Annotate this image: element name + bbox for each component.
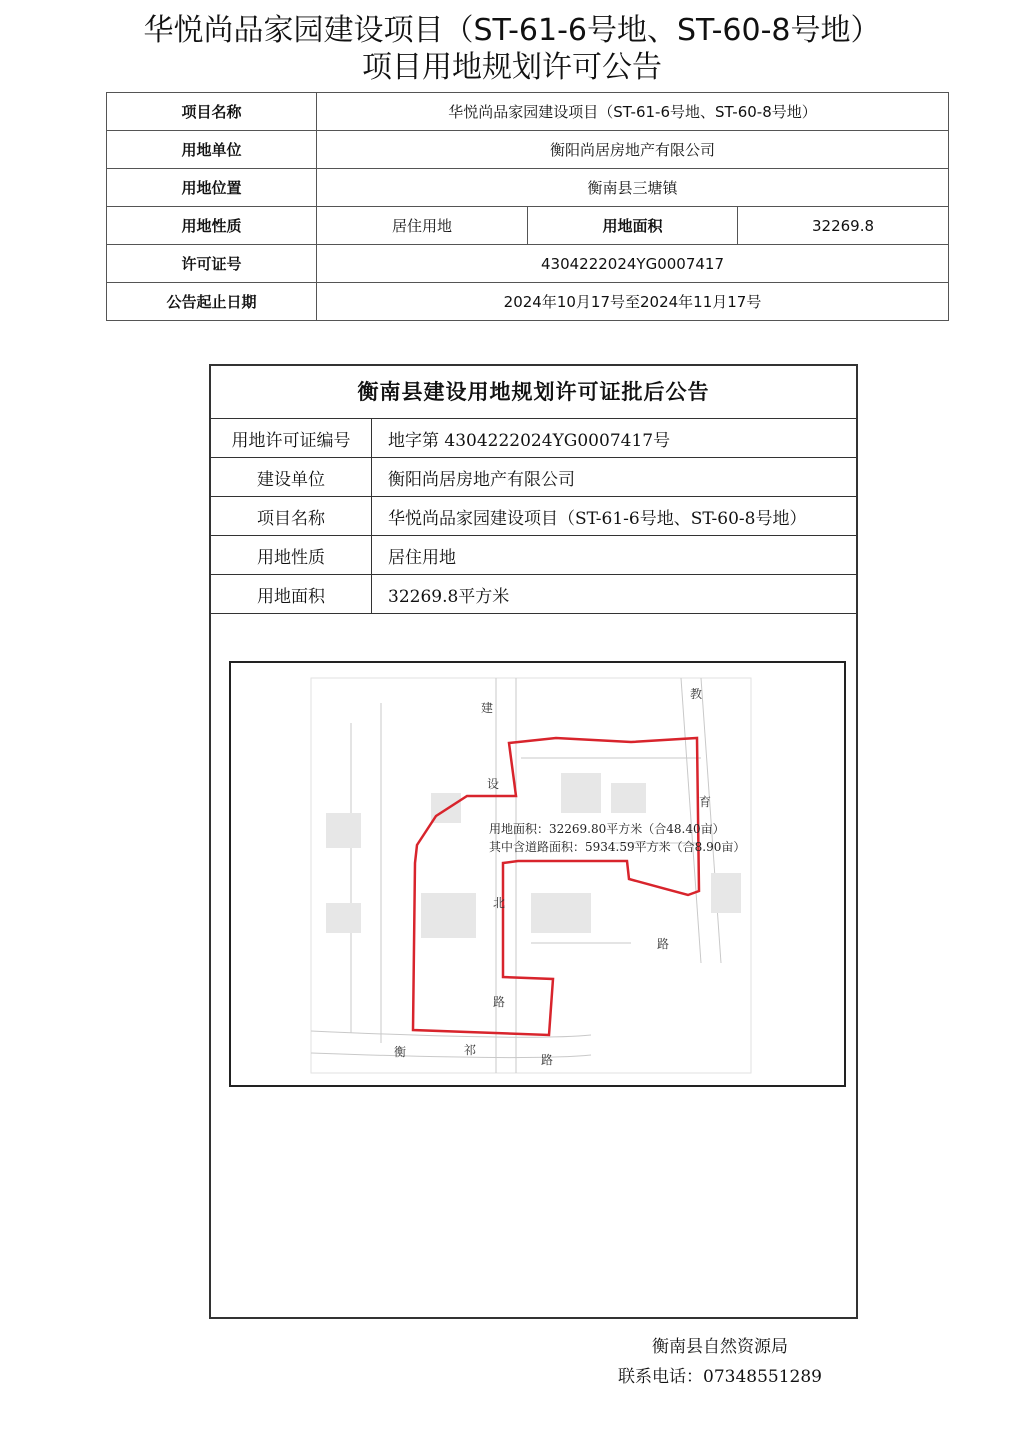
table-row bbox=[107, 283, 949, 321]
project-name-label: 项目名称 bbox=[107, 93, 317, 131]
notice-panel bbox=[209, 364, 858, 1319]
location-label: 用地位置 bbox=[107, 169, 317, 207]
notice-key: 用地面积 bbox=[211, 575, 372, 614]
area-value: 32269.8 bbox=[738, 207, 949, 245]
notice-key: 项目名称 bbox=[211, 497, 372, 536]
nature-value: 居住用地 bbox=[317, 207, 528, 245]
table-row bbox=[211, 497, 856, 536]
notice-key: 用地性质 bbox=[211, 536, 372, 575]
road-label: 北 bbox=[493, 896, 506, 910]
road-label: 路 bbox=[541, 1053, 554, 1067]
road-label: 建 bbox=[481, 701, 494, 715]
road-label: 祁 bbox=[464, 1043, 477, 1057]
table-row bbox=[211, 575, 856, 614]
notice-key: 建设单位 bbox=[211, 458, 372, 497]
road-label: 路 bbox=[657, 937, 670, 951]
table-row bbox=[211, 458, 856, 497]
site-map-drawing bbox=[231, 663, 844, 1085]
road-label: 衡 bbox=[394, 1045, 407, 1059]
period-value: 2024年10月17号至2024年11月17号 bbox=[317, 283, 949, 321]
table-row bbox=[107, 207, 949, 245]
notice-value: 华悦尚品家园建设项目（ST-61-6号地、ST-60-8号地） bbox=[372, 497, 857, 536]
site-boundary bbox=[413, 738, 699, 1035]
permit-value: 4304222024YG0007417 bbox=[317, 245, 949, 283]
period-label: 公告起止日期 bbox=[107, 283, 317, 321]
road-label: 设 bbox=[487, 777, 500, 791]
project-name-value: 华悦尚品家园建设项目（ST-61-6号地、ST-60-8号地） bbox=[317, 93, 949, 131]
location-value: 衡南县三塘镇 bbox=[317, 169, 949, 207]
notice-key: 用地许可证编号 bbox=[211, 419, 372, 458]
road-label: 育 bbox=[699, 795, 712, 809]
notice-value: 衡阳尚居房地产有限公司 bbox=[372, 458, 857, 497]
unit-value: 衡阳尚居房地产有限公司 bbox=[317, 131, 949, 169]
table-row bbox=[107, 245, 949, 283]
notice-value: 32269.8平方米 bbox=[372, 575, 857, 614]
notice-table bbox=[211, 419, 856, 614]
road-note: 其中含道路面积：5934.59平方米（合8.90亩） bbox=[489, 840, 746, 854]
site-map bbox=[229, 661, 846, 1087]
agency-name: 衡南县自然资源局 bbox=[652, 1337, 788, 1357]
table-row bbox=[107, 131, 949, 169]
road-label: 路 bbox=[493, 995, 506, 1009]
road-label: 教 bbox=[690, 687, 703, 701]
nature-label: 用地性质 bbox=[107, 207, 317, 245]
notice-value: 居住用地 bbox=[372, 536, 857, 575]
area-label: 用地面积 bbox=[528, 207, 738, 245]
table-row bbox=[107, 93, 949, 131]
contact-phone: 联系电话：07348551289 bbox=[618, 1367, 822, 1387]
table-row bbox=[211, 536, 856, 575]
table-row bbox=[107, 169, 949, 207]
summary-table bbox=[106, 92, 949, 321]
table-row bbox=[211, 419, 856, 458]
notice-value: 地字第 4304222024YG0007417号 bbox=[372, 419, 857, 458]
page-title: 华悦尚品家园建设项目（ST-61-6号地、ST-60-8号地） bbox=[143, 13, 881, 48]
area-note: 用地面积：32269.80平方米（合48.40亩） bbox=[489, 822, 725, 836]
unit-label: 用地单位 bbox=[107, 131, 317, 169]
notice-heading: 衡南县建设用地规划许可证批后公告 bbox=[211, 366, 856, 419]
permit-label: 许可证号 bbox=[107, 245, 317, 283]
page-subtitle: 项目用地规划许可公告 bbox=[362, 50, 662, 85]
